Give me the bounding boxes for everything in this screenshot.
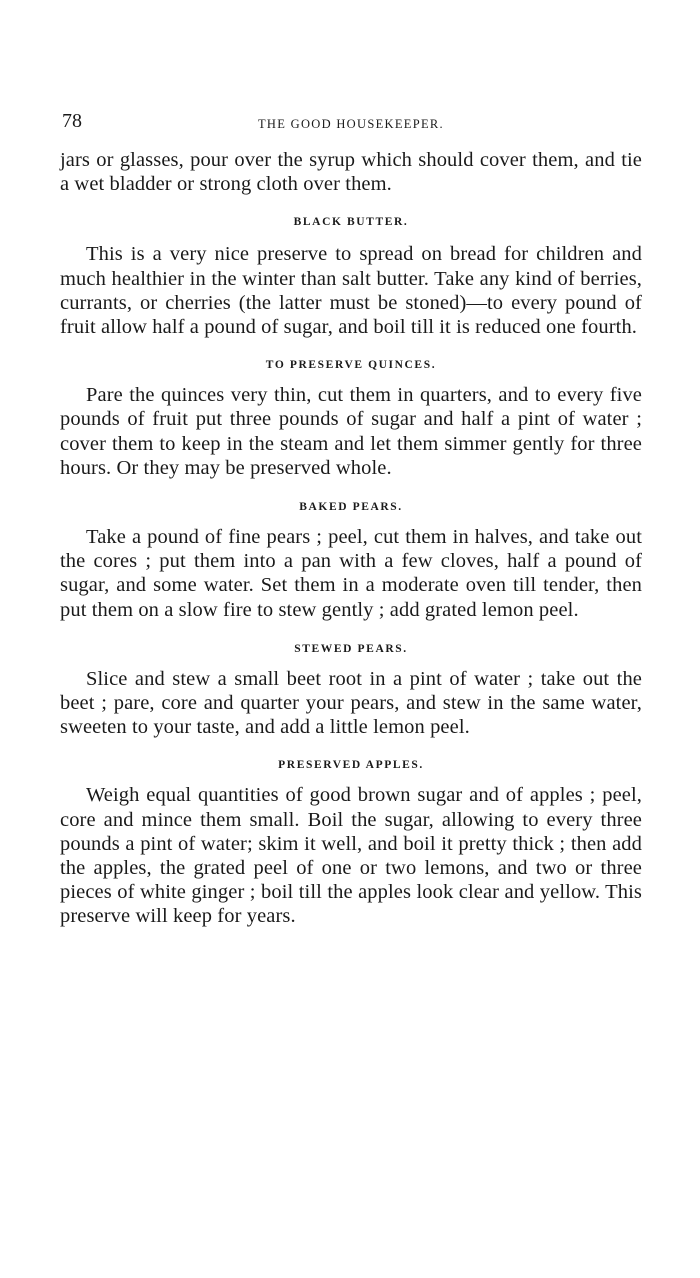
- recipe-stewed-pears: Slice and stew a small beet root in a pint of water ; take out the beet ; pare, core and quarter your pears, and stew in the same water, sweeten to your taste, and add a little lemon peel.: [60, 667, 642, 739]
- heading-preserved-apples: PRESERVED APPLES.: [278, 759, 424, 772]
- page-number: 78: [62, 110, 82, 132]
- recipe-black-butter: This is a very nice preserve to spread on bread for children and much healthier in the winter than salt butter. Take any kind of berries, currants, or cherries (the latter must be stoned)—to every pound of fruit allow half a pound of sugar, and boil till it is reduced one fourth.: [60, 243, 642, 339]
- recipe-baked-pears: Take a pound of fine pears ; peel, cut them in halves, and take out the cores ; put them into a pan with a few cloves, half a pound of sugar, and some water. Set them in a moderate oven till tender, then put them on a slow fire to stew gently ; add grated lemon peel.: [60, 526, 642, 621]
- running-head: [60, 110, 642, 140]
- continuation-paragraph: jars or glasses, pour over the syrup which should cover them, and tie a wet bladder or strong cloth over them.: [60, 149, 642, 196]
- running-title: THE GOOD HOUSEKEEPER.: [258, 117, 444, 131]
- heading-preserve-quinces: TO PRESERVE QUINCES.: [265, 359, 437, 372]
- recipe-preserve-quinces: Pare the quinces very thin, cut them in quarters, and to every five pounds of fruit put three pounds of sugar and half a pint of water ; cover them to keep in the steam and let them simmer gently for three hours. Or they may be preserved whole.: [60, 384, 642, 479]
- recipe-preserved-apples: Weigh equal quantities of good brown sugar and of apples ; peel, core and mince them small. Boil the sugar, allowing to every three pounds a pint of water; skim it well, and boil it pretty thick ; then add the apples, the grated peel of one or two lemons, and two or three pieces of white ginger ; boil till the apples look clear and yellow. This preserve will keep for years.: [60, 784, 642, 928]
- heading-black-butter: BLACK BUTTER.: [293, 216, 409, 229]
- heading-stewed-pears: STEWED PEARS.: [294, 642, 408, 655]
- heading-baked-pears: BAKED PEARS.: [299, 501, 403, 514]
- book-page: [60, 110, 642, 929]
